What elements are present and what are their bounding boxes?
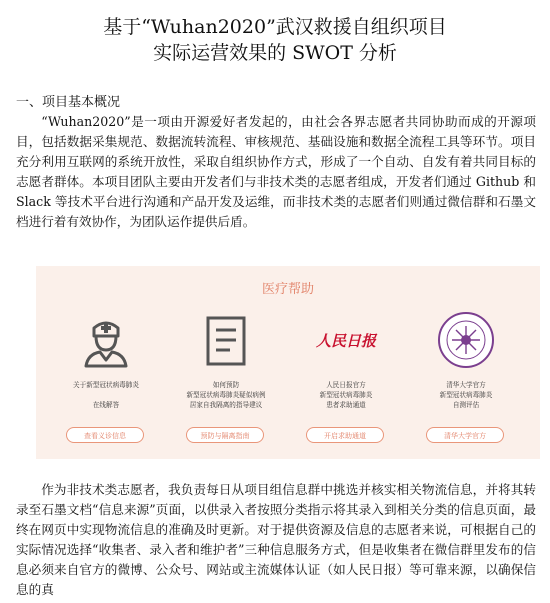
tsinghua-seal (436, 310, 496, 370)
book-icon (196, 310, 256, 370)
card-caption: 如何预防 新型冠状病毒肺炎疑似病例 居家自我隔离的指导建议 (186, 381, 266, 409)
card-tsinghua (408, 304, 524, 454)
section-heading: 一、项目基本概况 (16, 95, 121, 110)
peoples-daily-logo: 人民日报 (316, 331, 377, 350)
document-title (0, 14, 550, 66)
doctor-icon (76, 310, 136, 370)
title-line-1: 基于“Wuhan2020”武汉救援自组织项目 (103, 16, 447, 38)
card-prevention-guide (168, 304, 284, 454)
paragraph-volunteer-role: 作为非技术类志愿者，我负责每日从项目组信息群中挑选并核实相关物流信息，并将其转录至石墨文档“信息来源”页面，以供录入者按照分类指示将其录入到相关分类的信息页面，最终在网页中实现物流信息的准确及时更新。对于提供资源及信息的志愿者来说，可根据自己的实际情况选择“收集者、录入者和维护者”三种信息服务方式，但是收集者在微信群里发布的信息必须来自官方的微博、公众号、网站或主流媒体认证（如人民日报）等可靠来源，以确保信息的真 (16, 482, 536, 597)
card-peoples-daily (288, 304, 404, 454)
view-consult-button[interactable]: 查看义诊信息 (66, 427, 144, 443)
tsinghua-official-button[interactable]: 清华大学官方 (426, 427, 504, 443)
open-help-channel-button[interactable]: 开启求助通道 (306, 427, 384, 443)
card-online-consult (48, 304, 164, 454)
card-caption: 人民日报官方 新型冠状病毒肺炎 患者求助通道 (319, 381, 373, 409)
figure-title: 医疗帮助 (261, 282, 314, 297)
card-caption: 清华大学官方 新型冠状病毒肺炎 自测评估 (439, 381, 493, 409)
paragraph-overview: “Wuhan2020”是一项由开源爱好者发起的，由社会各界志愿者共同协助而成的开源项目，包括数据采集规范、数据流转流程、审核规范、基础设施和数据全流程工具等环节。项目充分利用互联网的系统开放性，采取自组织协作方式，形成了一个自动、自发有着共同目标的志愿者群体。本项目团队主要由开发者们与非技术类的志愿者组成，开发者们通过 Github 和 Slack 等技术平台进行沟通和产品开发及运维，而非技术类的志愿者们则通过微信群和石墨文档进行着有效协作，为团队运作提供后盾。 (16, 114, 536, 229)
title-line-2: 实际运营效果的 SWOT 分析 (153, 42, 397, 64)
prevention-guide-button[interactable]: 预防与隔离指南 (186, 427, 264, 443)
card-caption: 关于新型冠状病毒肺炎 在线解答 (73, 381, 139, 409)
medical-help-figure (36, 266, 540, 459)
